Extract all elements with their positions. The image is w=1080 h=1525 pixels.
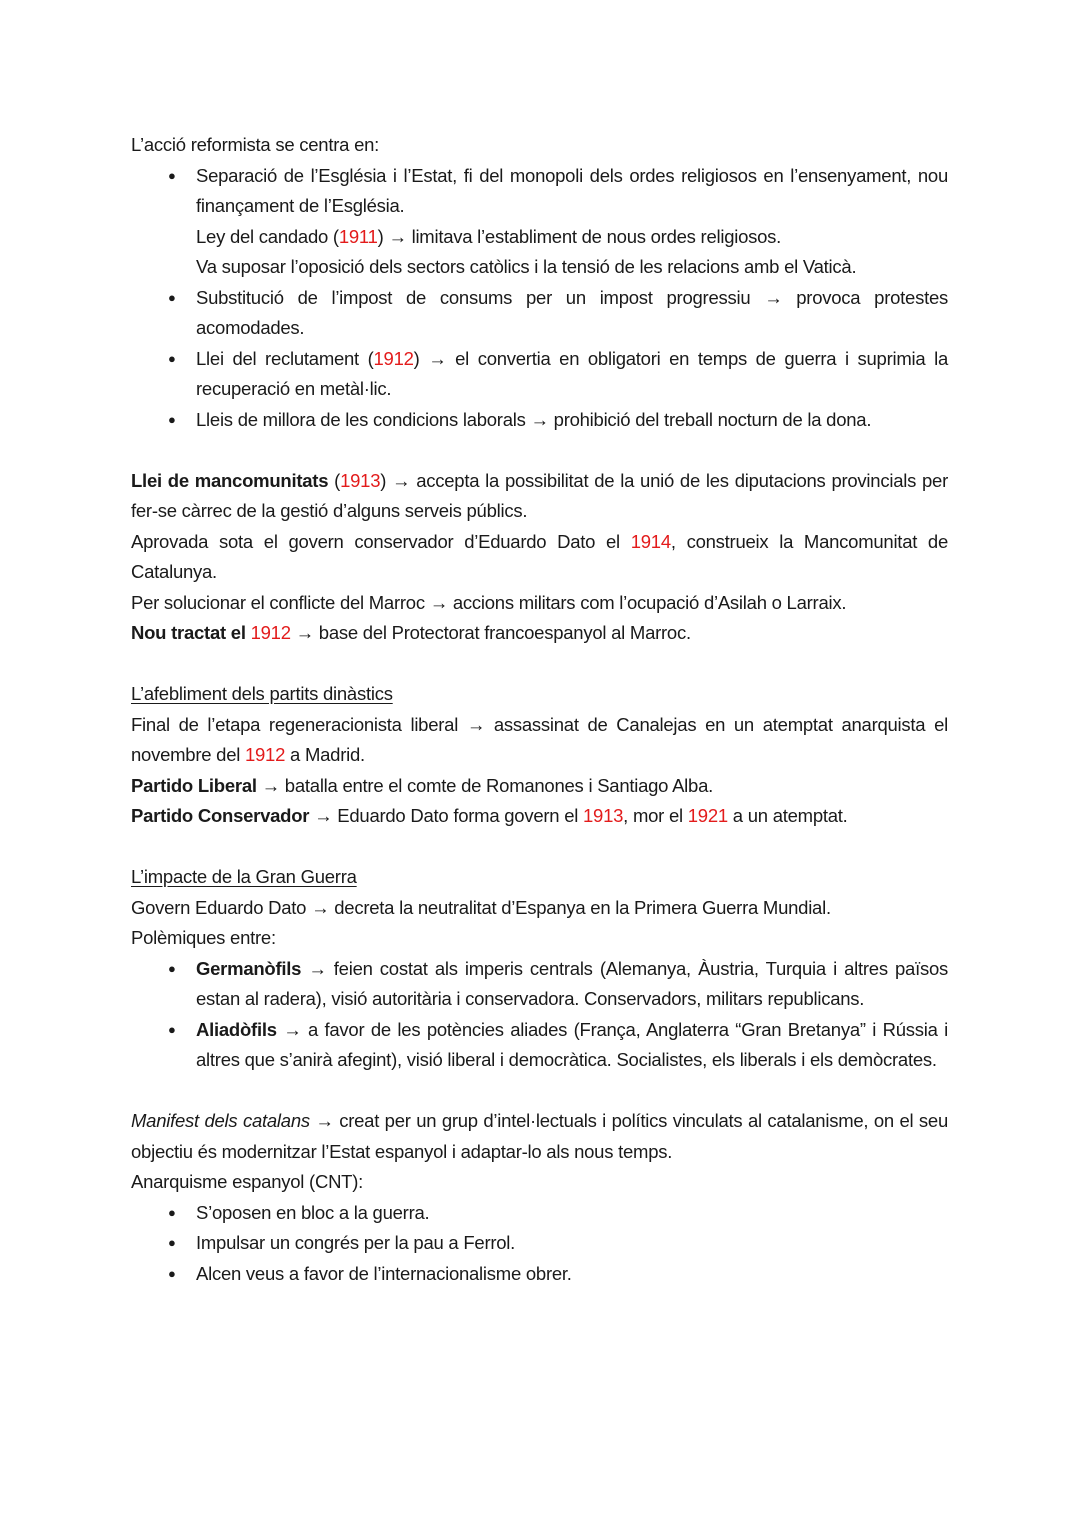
reform-item-labor: ● Lleis de millora de les condicions laborals → prohibició del treball nocturn de la dona.	[131, 405, 948, 436]
polemiques-label: Polèmiques entre:	[131, 927, 276, 948]
section-heading-gran-guerra: L’impacte de la Gran Guerra	[131, 866, 357, 887]
year: 1914	[630, 530, 671, 552]
cnt-item: ● Alcen veus a favor de l’internacionalisme obrer.	[131, 1259, 948, 1290]
year: 1911	[338, 225, 378, 247]
liberal-paragraph: Partido Liberal → batalla entre el comte de Romanones i Santiago Alba.	[131, 774, 714, 796]
document-page	[131, 130, 948, 1289]
group-item-aliadofils: ● Aliadòfils → a favor de les potències aliades (França, Anglaterra “Gran Bretanya” i Rússia i altres que s’anirà afegint), visió liberal i democràtica. Socialistes, els liberals i els demòcrates.	[131, 1015, 948, 1076]
govern-paragraph: Govern Eduardo Dato → decreta la neutralitat d’Espanya en la Primera Guerra Mundial.	[131, 896, 831, 918]
year: 1912	[250, 622, 291, 643]
year: 1913	[583, 805, 624, 826]
conservador-paragraph: Partido Conservador → Eduardo Dato forma govern el 1913, mor el 1921 a un atemptat.	[131, 805, 848, 826]
approved-paragraph: Aprovada sota el govern conservador d’Eduardo Dato el 1914, construeix la Mancomunitat de Catalunya.	[131, 530, 949, 582]
cnt-item: ● S’oposen en bloc a la guerra.	[131, 1198, 948, 1229]
group-item-germanofils: ● Germanòfils → feien costat als imperis centrals (Alemanya, Àustria, Turquia i altres països estan al radera), visió autoritària i conservadora. Conservadors, militars republicans.	[131, 954, 948, 1015]
cnt-list	[131, 1198, 948, 1290]
year: 1913	[340, 469, 381, 491]
final-paragraph: Final de l’etapa regeneracionista liberal → assassinat de Canalejas en un atemptat anarquista el novembre del 1912 a Madrid.	[131, 713, 948, 765]
year: 1912	[373, 347, 414, 369]
mancomunitats-paragraph: Llei de mancomunitats (1913) → accepta la possibilitat de la unió de les diputacions provincials per fer-se càrrec de la gestió d’alguns serveis públics.	[131, 469, 948, 521]
manifest-paragraph: Manifest dels catalans → creat per un grup d’intel·lectuals i polítics vinculats al catalanisme, on el seu objectiu és modernitzar l’Estat espanyol i adaptar-lo als nous temps.	[131, 1110, 948, 1162]
reform-item-tax: ● Substitució de l’impost de consums per un impost progressiu → provoca protestes acomodades.	[131, 283, 948, 344]
year: 1912	[244, 744, 286, 765]
intro-text: L’acció reformista se centra en:	[131, 134, 380, 155]
year: 1921	[687, 805, 728, 826]
groups-list	[131, 954, 948, 1076]
tractat-paragraph: Nou tractat el 1912 → base del Protectorat francoespanyol al Marroc.	[131, 622, 691, 643]
reform-item-church: ● Separació de l’Església i l’Estat, fi del monopoli dels ordes religiosos en l’ensenyament, nou finançament de l’Església. Ley del candado (1911) → limitava l’establiment de nous ordes religiosos. Va suposar l’oposició dels sectors catòlics i la tensió de les relacions amb el Vaticà.	[131, 161, 948, 283]
reforms-list	[131, 161, 948, 436]
marroc-paragraph: Per solucionar el conflicte del Marroc → accions militars com l’ocupació d’Asilah o Larraix.	[131, 591, 847, 613]
cnt-item: ● Impulsar un congrés per la pau a Ferrol.	[131, 1228, 948, 1259]
cnt-intro: Anarquisme espanyol (CNT):	[131, 1171, 364, 1192]
reform-item-recruitment: ● Llei del reclutament (1912) → el convertia en obligatori en temps de guerra i suprimia la recuperació en metàl·lic.	[131, 344, 948, 405]
section-heading-afebliment: L’afebliment dels partits dinàstics	[131, 683, 393, 704]
